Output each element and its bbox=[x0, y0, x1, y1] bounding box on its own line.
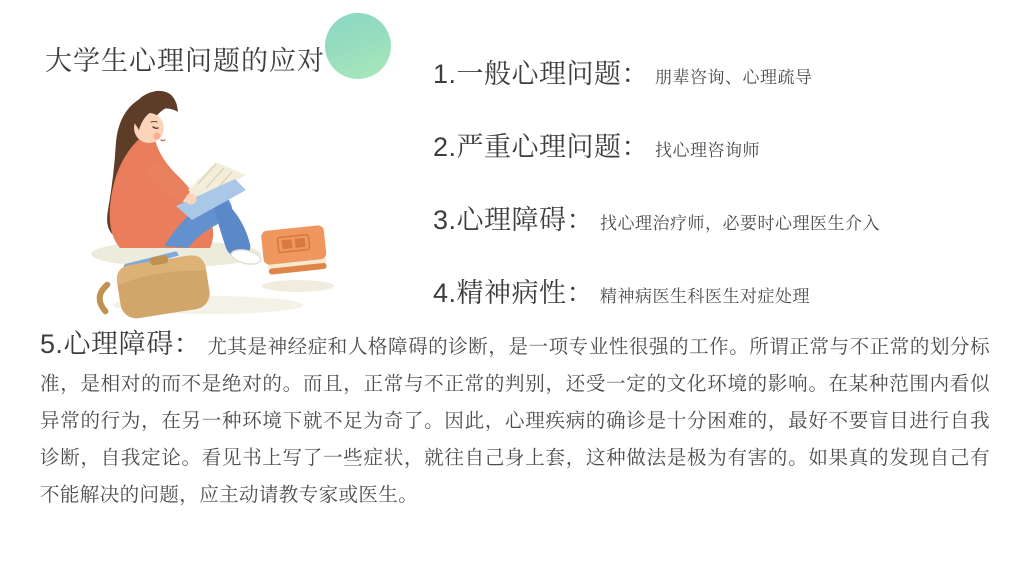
item-heading: 1.一般心理问题： bbox=[433, 59, 650, 89]
item-heading: 3.心理障碍： bbox=[433, 205, 595, 235]
list-item bbox=[433, 130, 880, 164]
eyebrow bbox=[151, 122, 157, 123]
list-item bbox=[433, 57, 880, 91]
mouth bbox=[161, 140, 165, 141]
page-title: 大学生心理问题的应对 bbox=[45, 46, 325, 76]
title-block bbox=[45, 26, 325, 96]
item-detail: 朋辈咨询、心理疏导 bbox=[655, 68, 813, 87]
list-item bbox=[433, 276, 880, 310]
item-heading: 4.精神病性： bbox=[433, 278, 595, 308]
hand bbox=[186, 194, 197, 205]
list-item bbox=[433, 203, 880, 237]
item-detail: 找心理治疗师，必要时心理医生介入 bbox=[600, 214, 881, 233]
item-detail: 精神病医生科医生对症处理 bbox=[600, 287, 811, 306]
blush bbox=[154, 133, 161, 140]
book-shadow bbox=[262, 280, 334, 292]
title-accent-circle-icon bbox=[325, 13, 391, 79]
coping-levels-list bbox=[433, 57, 880, 349]
orange-book bbox=[261, 225, 328, 275]
paragraph-body: 尤其是神经症和人格障碍的诊断，是一项专业性很强的工作。所谓正常与不正常的划分标准，是相对的而不是绝对的。而且，正常与不正常的判别，还受一定的文化环境的影响。在某种范围内看似异常的行为，在另一种环境下就不足为奇了。因此，心理疾病的确诊是十分困难的，最好不要盲目进行自我诊断，自我定论。看见书上写了一些症状，就往自己身上套，这种做法是极为有害的。如果真的发现自己有不能解决的问题，应主动请教专家或医生。 bbox=[40, 336, 990, 506]
item-detail: 找心理咨询师 bbox=[655, 141, 761, 160]
paragraph-block bbox=[40, 326, 990, 514]
girl-reading-illustration bbox=[58, 80, 360, 326]
item-heading: 2.严重心理问题： bbox=[433, 132, 650, 162]
paragraph-heading: 5.心理障碍： bbox=[40, 329, 202, 359]
